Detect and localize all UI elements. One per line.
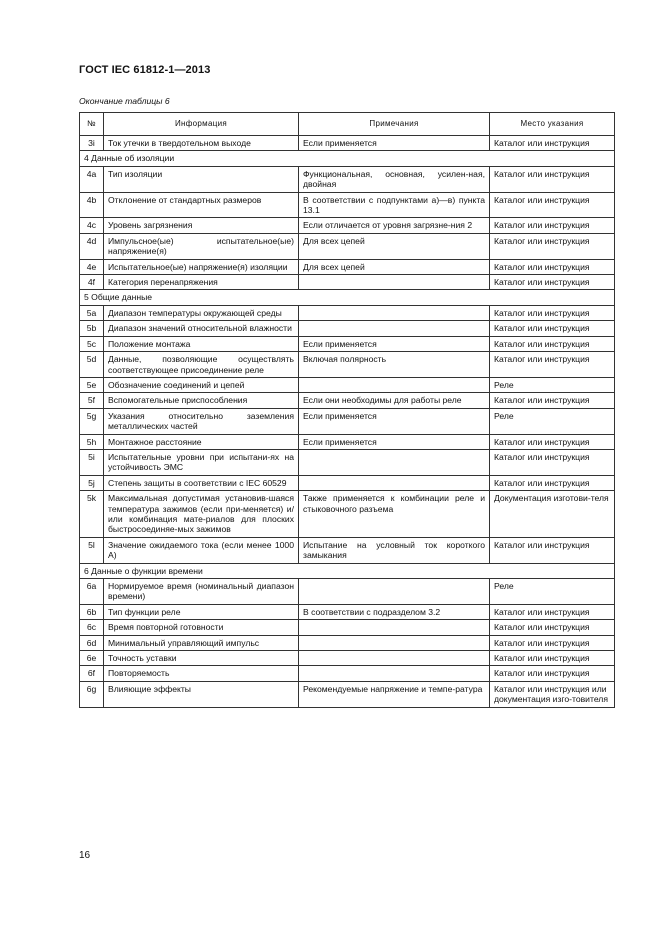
table-row bbox=[80, 166, 615, 192]
information-cell: Положение монтажа bbox=[104, 336, 299, 351]
row-number-cell: 5k bbox=[80, 491, 104, 538]
notes-cell: В соответствии с подразделом 3.2 bbox=[299, 604, 490, 619]
information-cell: Время повторной готовности bbox=[104, 620, 299, 635]
row-number-cell: 5i bbox=[80, 449, 104, 475]
information-cell: Степень защиты в соответствии с IEC 60529 bbox=[104, 475, 299, 490]
notes-cell bbox=[299, 305, 490, 320]
location-cell: Документация изготови-теля bbox=[490, 491, 615, 538]
notes-cell: Для всех цепей bbox=[299, 233, 490, 259]
table-row bbox=[80, 475, 615, 490]
notes-cell bbox=[299, 635, 490, 650]
notes-cell bbox=[299, 620, 490, 635]
location-cell: Каталог или инструкция bbox=[490, 449, 615, 475]
notes-cell: Если применяется bbox=[299, 408, 490, 434]
column-header-number: № bbox=[80, 113, 104, 136]
row-number-cell: 6a bbox=[80, 579, 104, 605]
notes-cell bbox=[299, 275, 490, 290]
information-table bbox=[79, 112, 615, 708]
information-cell: Испытательное(ые) напряжение(я) изоляции bbox=[104, 259, 299, 274]
notes-cell: Функциональная, основная, усилен-ная, двойная bbox=[299, 166, 490, 192]
notes-cell: Если применяется bbox=[299, 434, 490, 449]
row-number-cell: 5f bbox=[80, 393, 104, 408]
notes-cell: Рекомендуемые напряжение и темпе-ратура bbox=[299, 681, 490, 707]
information-cell: Категория перенапряжения bbox=[104, 275, 299, 290]
row-number-cell: 6f bbox=[80, 666, 104, 681]
location-cell: Реле bbox=[490, 377, 615, 392]
table-row bbox=[80, 635, 615, 650]
information-cell: Тип функции реле bbox=[104, 604, 299, 619]
table-row bbox=[80, 321, 615, 336]
notes-cell bbox=[299, 449, 490, 475]
table-row bbox=[80, 604, 615, 619]
section-heading: 6 Данные о функции времени bbox=[80, 563, 615, 578]
table-row bbox=[80, 393, 615, 408]
table-section-row bbox=[80, 563, 615, 578]
row-number-cell: 5g bbox=[80, 408, 104, 434]
information-cell: Точность уставки bbox=[104, 651, 299, 666]
location-cell: Каталог или инструкция bbox=[490, 336, 615, 351]
table-caption: Окончание таблицы 6 bbox=[79, 96, 170, 106]
location-cell: Каталог или инструкция bbox=[490, 393, 615, 408]
notes-cell: Испытание на условный ток короткого замыкания bbox=[299, 537, 490, 563]
location-cell: Каталог или инструкция bbox=[490, 233, 615, 259]
row-number-cell: 6g bbox=[80, 681, 104, 707]
table-row bbox=[80, 449, 615, 475]
information-cell: Уровень загрязнения bbox=[104, 218, 299, 233]
table-row bbox=[80, 218, 615, 233]
information-cell: Испытательные уровни при испытани-ях на устойчивость ЭМС bbox=[104, 449, 299, 475]
information-cell: Обозначение соединений и цепей bbox=[104, 377, 299, 392]
notes-cell bbox=[299, 321, 490, 336]
row-number-cell: 4b bbox=[80, 192, 104, 218]
row-number-cell: 6c bbox=[80, 620, 104, 635]
row-number-cell: 5d bbox=[80, 352, 104, 378]
information-cell: Минимальный управляющий импульс bbox=[104, 635, 299, 650]
notes-cell: Если применяется bbox=[299, 336, 490, 351]
location-cell: Каталог или инструкция bbox=[490, 192, 615, 218]
notes-cell: Если применяется bbox=[299, 136, 490, 151]
row-number-cell: 4c bbox=[80, 218, 104, 233]
location-cell: Каталог или инструкция bbox=[490, 218, 615, 233]
location-cell: Каталог или инструкция bbox=[490, 651, 615, 666]
table-row bbox=[80, 352, 615, 378]
row-number-cell: 5l bbox=[80, 537, 104, 563]
row-number-cell: 3i bbox=[80, 136, 104, 151]
information-cell: Влияющие эффекты bbox=[104, 681, 299, 707]
row-number-cell: 4e bbox=[80, 259, 104, 274]
table-row bbox=[80, 192, 615, 218]
table-row bbox=[80, 305, 615, 320]
row-number-cell: 4f bbox=[80, 275, 104, 290]
table-row bbox=[80, 651, 615, 666]
location-cell: Каталог или инструкция bbox=[490, 166, 615, 192]
location-cell: Каталог или инструкция bbox=[490, 136, 615, 151]
information-cell: Ток утечки в твердотельном выходе bbox=[104, 136, 299, 151]
information-cell: Вспомогательные приспособления bbox=[104, 393, 299, 408]
location-cell: Каталог или инструкция bbox=[490, 275, 615, 290]
notes-cell bbox=[299, 651, 490, 666]
document-title: ГОСТ IEC 61812-1—2013 bbox=[79, 64, 211, 76]
notes-cell: В соответствии с подпунктами а)—в) пункта 13.1 bbox=[299, 192, 490, 218]
table-section-row bbox=[80, 290, 615, 305]
table-row bbox=[80, 377, 615, 392]
table-row bbox=[80, 136, 615, 151]
column-header-location: Место указания bbox=[490, 113, 615, 136]
row-number-cell: 6d bbox=[80, 635, 104, 650]
table-row bbox=[80, 259, 615, 274]
information-cell: Диапазон значений относительной влажности bbox=[104, 321, 299, 336]
location-cell: Каталог или инструкция или документация изго-товителя bbox=[490, 681, 615, 707]
column-header-information: Информация bbox=[104, 113, 299, 136]
information-cell: Указания относительно заземления металлических частей bbox=[104, 408, 299, 434]
row-number-cell: 6b bbox=[80, 604, 104, 619]
row-number-cell: 5a bbox=[80, 305, 104, 320]
notes-cell: Также применяется к комбинации реле и стыковочного разъема bbox=[299, 491, 490, 538]
section-heading: 5 Общие данные bbox=[80, 290, 615, 305]
table-row bbox=[80, 620, 615, 635]
row-number-cell: 4a bbox=[80, 166, 104, 192]
table-row bbox=[80, 681, 615, 707]
page-number: 16 bbox=[79, 850, 91, 861]
location-cell: Каталог или инструкция bbox=[490, 620, 615, 635]
row-number-cell: 4d bbox=[80, 233, 104, 259]
row-number-cell: 5e bbox=[80, 377, 104, 392]
table-row bbox=[80, 275, 615, 290]
row-number-cell: 6e bbox=[80, 651, 104, 666]
notes-cell: Для всех цепей bbox=[299, 259, 490, 274]
column-header-notes: Примечания bbox=[299, 113, 490, 136]
notes-cell: Если отличается от уровня загрязне-ния 2 bbox=[299, 218, 490, 233]
notes-cell bbox=[299, 377, 490, 392]
location-cell: Каталог или инструкция bbox=[490, 321, 615, 336]
information-cell: Максимальная допустимая установив-шаяся температура зажимов (если при-меняется) и/или комбинация мате-риалов для плоских быстросоединяе-мых зажимов bbox=[104, 491, 299, 538]
row-number-cell: 5h bbox=[80, 434, 104, 449]
information-cell: Диапазон температуры окружающей среды bbox=[104, 305, 299, 320]
table-row bbox=[80, 408, 615, 434]
table-row bbox=[80, 579, 615, 605]
row-number-cell: 5c bbox=[80, 336, 104, 351]
information-cell: Импульсное(ые) испытательное(ые) напряжение(я) bbox=[104, 233, 299, 259]
row-number-cell: 5b bbox=[80, 321, 104, 336]
table-row bbox=[80, 233, 615, 259]
table-row bbox=[80, 434, 615, 449]
information-cell: Нормируемое время (номинальный диапазон времени) bbox=[104, 579, 299, 605]
notes-cell bbox=[299, 579, 490, 605]
location-cell: Каталог или инструкция bbox=[490, 537, 615, 563]
location-cell: Реле bbox=[490, 408, 615, 434]
location-cell: Каталог или инструкция bbox=[490, 259, 615, 274]
information-cell: Монтажное расстояние bbox=[104, 434, 299, 449]
location-cell: Каталог или инструкция bbox=[490, 666, 615, 681]
information-cell: Данные, позволяющие осуществлять соответствующее присоединение реле bbox=[104, 352, 299, 378]
notes-cell bbox=[299, 666, 490, 681]
location-cell: Каталог или инструкция bbox=[490, 352, 615, 378]
information-cell: Повторяемость bbox=[104, 666, 299, 681]
row-number-cell: 5j bbox=[80, 475, 104, 490]
table-row bbox=[80, 491, 615, 538]
information-cell: Тип изоляции bbox=[104, 166, 299, 192]
table-row bbox=[80, 537, 615, 563]
location-cell: Каталог или инструкция bbox=[490, 604, 615, 619]
location-cell: Каталог или инструкция bbox=[490, 475, 615, 490]
location-cell: Каталог или инструкция bbox=[490, 635, 615, 650]
information-cell: Отклонение от стандартных размеров bbox=[104, 192, 299, 218]
location-cell: Каталог или инструкция bbox=[490, 434, 615, 449]
table-body bbox=[80, 136, 615, 708]
table-header-row bbox=[80, 113, 615, 136]
location-cell: Реле bbox=[490, 579, 615, 605]
table-row bbox=[80, 336, 615, 351]
location-cell: Каталог или инструкция bbox=[490, 305, 615, 320]
notes-cell: Если они необходимы для работы реле bbox=[299, 393, 490, 408]
section-heading: 4 Данные об изоляции bbox=[80, 151, 615, 166]
table-section-row bbox=[80, 151, 615, 166]
notes-cell: Включая полярность bbox=[299, 352, 490, 378]
table-row bbox=[80, 666, 615, 681]
information-cell: Значение ожидаемого тока (если менее 1000 А) bbox=[104, 537, 299, 563]
notes-cell bbox=[299, 475, 490, 490]
